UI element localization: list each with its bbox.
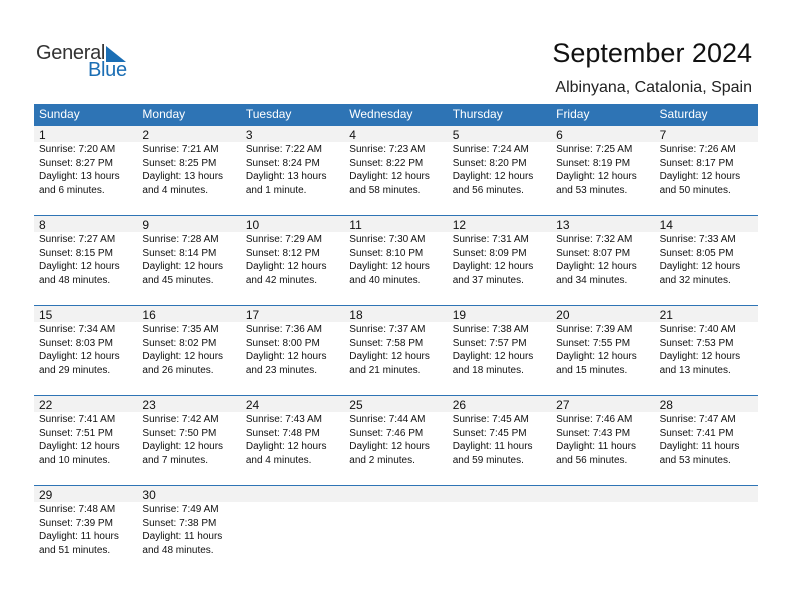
daylight-text: and 45 minutes. — [142, 274, 214, 286]
weekday-header: Sunday — [39, 107, 80, 121]
day-cell — [448, 395, 551, 475]
day-number: 27 — [556, 398, 570, 412]
daylight-text: and 2 minutes. — [349, 454, 415, 466]
sunset-text: Sunset: 8:17 PM — [659, 157, 734, 169]
daylight-text: and 18 minutes. — [452, 364, 524, 376]
week-row — [34, 395, 758, 475]
daylight-text: and 42 minutes. — [245, 274, 318, 286]
week-row — [34, 485, 758, 565]
daylight-text: and 26 minutes. — [142, 364, 214, 376]
sunset-text: Sunset: 7:41 PM — [659, 427, 734, 439]
sunset-text: Sunset: 8:14 PM — [142, 247, 217, 259]
sunset-text: Sunset: 7:50 PM — [142, 427, 217, 439]
sunset-text: Sunset: 8:02 PM — [142, 337, 217, 349]
day-number: 10 — [245, 218, 260, 232]
day-cell — [137, 305, 240, 385]
sunrise-text: Sunrise: 7:25 AM — [556, 144, 633, 155]
sunset-text: Sunset: 8:09 PM — [452, 247, 527, 259]
sun-times — [556, 233, 637, 287]
sunrise-text: Sunrise: 7:45 AM — [452, 414, 529, 425]
daylight-text: Daylight: 11 hours — [452, 441, 533, 452]
sun-times — [453, 233, 534, 287]
weekday-header: Thursday — [452, 107, 503, 121]
sunrise-text: Sunrise: 7:34 AM — [39, 324, 116, 335]
daylight-text: Daylight: 12 hours — [659, 261, 741, 272]
sun-times — [349, 143, 430, 197]
sun-times — [556, 323, 637, 377]
sun-times — [142, 413, 223, 467]
sunrise-text: Sunrise: 7:46 AM — [556, 414, 633, 425]
daylight-text: and 37 minutes. — [452, 274, 524, 286]
weekday-header: Saturday — [659, 107, 708, 121]
weekday-header: Friday — [556, 107, 590, 121]
sun-times — [556, 413, 636, 467]
logo — [36, 42, 146, 82]
day-number: 9 — [142, 218, 150, 232]
sun-times — [556, 143, 637, 197]
sunrise-text: Sunrise: 7:26 AM — [659, 144, 736, 155]
day-number: 15 — [39, 308, 53, 322]
day-number: 16 — [142, 308, 156, 322]
sun-times — [142, 323, 223, 377]
day-cell — [34, 485, 137, 565]
sunset-text: Sunset: 8:07 PM — [556, 247, 631, 259]
sun-times — [39, 503, 119, 557]
weekday-header: Tuesday — [245, 107, 292, 121]
daylight-text: Daylight: 12 hours — [349, 441, 430, 452]
sunset-text: Sunset: 8:03 PM — [39, 337, 113, 349]
location-subtitle: Albinyana, Catalonia, Spain — [555, 79, 752, 96]
sunrise-text: Sunrise: 7:39 AM — [556, 324, 633, 335]
sunset-text: Sunset: 8:15 PM — [39, 247, 113, 259]
daylight-text: and 10 minutes. — [39, 454, 111, 466]
sunset-text: Sunset: 7:55 PM — [556, 337, 631, 349]
sunset-text: Sunset: 7:46 PM — [349, 427, 424, 439]
sun-times — [453, 323, 534, 377]
day-cell — [137, 485, 240, 565]
day-number: 26 — [452, 398, 467, 412]
sunset-text: Sunset: 7:48 PM — [245, 427, 320, 439]
sunset-text: Sunset: 7:39 PM — [39, 517, 113, 529]
day-cell — [551, 215, 654, 295]
sunset-text: Sunset: 7:57 PM — [452, 337, 527, 349]
day-number: 14 — [659, 218, 673, 232]
daylight-text: and 53 minutes. — [659, 454, 731, 466]
day-cell — [34, 125, 137, 205]
sunset-text: Sunset: 7:45 PM — [452, 427, 527, 439]
day-number: 1 — [39, 128, 46, 142]
logo-text-blue: Blue — [88, 59, 127, 81]
sunrise-text: Sunrise: 7:31 AM — [452, 234, 529, 245]
daylight-text: Daylight: 12 hours — [245, 351, 327, 362]
daylight-text: Daylight: 12 hours — [452, 351, 534, 362]
sun-times — [39, 143, 120, 197]
day-cell — [344, 125, 447, 205]
day-number: 11 — [349, 218, 362, 232]
sunrise-text: Sunrise: 7:49 AM — [142, 504, 219, 515]
sunrise-text: Sunrise: 7:35 AM — [142, 324, 219, 335]
daylight-text: and 4 minutes. — [142, 184, 209, 196]
day-cell — [137, 395, 240, 475]
sunset-text: Sunset: 7:53 PM — [659, 337, 734, 349]
day-cell — [551, 305, 654, 385]
day-cell — [137, 125, 240, 205]
sunrise-text: Sunrise: 7:28 AM — [142, 234, 219, 245]
sunset-text: Sunset: 8:05 PM — [659, 247, 734, 259]
day-cell — [241, 215, 344, 295]
daylight-text: and 48 minutes. — [142, 544, 214, 556]
sunrise-text: Sunrise: 7:22 AM — [245, 144, 322, 155]
sunrise-text: Sunrise: 7:38 AM — [452, 324, 529, 335]
sunset-text: Sunset: 8:27 PM — [39, 157, 113, 169]
daylight-text: Daylight: 12 hours — [659, 171, 741, 182]
sunrise-text: Sunrise: 7:43 AM — [245, 414, 322, 425]
weekday-header: Wednesday — [349, 107, 413, 121]
day-cell — [34, 305, 137, 385]
day-number: 3 — [245, 128, 253, 142]
sunset-text: Sunset: 8:00 PM — [245, 337, 320, 349]
sunset-text: Sunset: 8:25 PM — [142, 157, 217, 169]
day-number: 2 — [142, 128, 150, 142]
sun-times — [660, 413, 740, 467]
daylight-text: Daylight: 11 hours — [556, 441, 636, 452]
day-cell — [344, 215, 447, 295]
daylight-text: and 58 minutes. — [349, 184, 421, 196]
daylight-text: Daylight: 12 hours — [349, 171, 430, 182]
daylight-text: and 1 minute. — [245, 184, 307, 196]
sun-times — [453, 413, 533, 467]
week-row — [34, 125, 758, 205]
day-number: 28 — [659, 398, 673, 412]
daylight-text: and 56 minutes. — [452, 184, 524, 196]
day-cell — [655, 395, 758, 475]
day-number: 25 — [349, 398, 363, 412]
sunrise-text: Sunrise: 7:32 AM — [556, 234, 633, 245]
sunset-text: Sunset: 8:10 PM — [349, 247, 424, 259]
sunrise-text: Sunrise: 7:33 AM — [659, 234, 736, 245]
day-number: 7 — [659, 128, 667, 142]
sun-times — [349, 233, 430, 287]
day-number: 4 — [349, 128, 356, 142]
daylight-text: Daylight: 12 hours — [142, 351, 224, 362]
day-number: 21 — [659, 308, 673, 322]
day-number: 20 — [556, 308, 570, 322]
sun-times — [349, 323, 430, 377]
sun-times — [246, 323, 327, 377]
daylight-text: Daylight: 12 hours — [245, 261, 327, 272]
sunrise-text: Sunrise: 7:20 AM — [39, 144, 116, 155]
daylight-text: and 23 minutes. — [245, 364, 318, 376]
daylight-text: Daylight: 12 hours — [556, 351, 637, 362]
day-number: 13 — [556, 218, 570, 232]
daylight-text: Daylight: 11 hours — [659, 441, 740, 452]
sun-times — [246, 233, 327, 287]
sun-times — [246, 143, 327, 197]
sunrise-text: Sunrise: 7:23 AM — [349, 144, 426, 155]
weekday-header-row — [34, 104, 758, 125]
day-cell — [137, 215, 240, 295]
day-number: 19 — [452, 308, 467, 322]
daylight-text: Daylight: 12 hours — [245, 441, 327, 452]
daylight-text: Daylight: 12 hours — [349, 261, 430, 272]
day-cell — [655, 125, 758, 205]
sunrise-text: Sunrise: 7:47 AM — [659, 414, 736, 425]
day-number: 30 — [142, 488, 156, 502]
daylight-text: Daylight: 11 hours — [142, 531, 223, 542]
day-cell — [448, 125, 551, 205]
sun-times — [39, 413, 120, 467]
day-cell — [241, 305, 344, 385]
sunrise-text: Sunrise: 7:41 AM — [39, 414, 116, 425]
sunrise-text: Sunrise: 7:42 AM — [142, 414, 219, 425]
day-number: 18 — [349, 308, 363, 322]
day-number: 6 — [556, 128, 563, 142]
daylight-text: Daylight: 13 hours — [142, 171, 224, 182]
daylight-text: and 40 minutes. — [349, 274, 421, 286]
daylight-text: Daylight: 13 hours — [39, 171, 120, 182]
daylight-text: Daylight: 12 hours — [659, 351, 741, 362]
daylight-text: and 7 minutes. — [142, 454, 209, 466]
day-number: 29 — [39, 488, 53, 502]
daylight-text: Daylight: 12 hours — [556, 171, 637, 182]
sunrise-text: Sunrise: 7:37 AM — [349, 324, 426, 335]
day-cell — [655, 215, 758, 295]
day-cell — [551, 125, 654, 205]
day-cell — [344, 305, 447, 385]
sun-times — [660, 323, 741, 377]
day-cell — [655, 305, 758, 385]
daylight-text: and 51 minutes. — [39, 544, 111, 556]
sunset-text: Sunset: 7:51 PM — [39, 427, 113, 439]
sunset-text: Sunset: 8:12 PM — [245, 247, 320, 259]
sunrise-text: Sunrise: 7:24 AM — [452, 144, 529, 155]
daylight-text: Daylight: 12 hours — [452, 261, 534, 272]
day-number: 12 — [452, 218, 467, 232]
day-number: 24 — [245, 398, 260, 412]
sunset-text: Sunset: 7:58 PM — [349, 337, 424, 349]
daylight-text: and 29 minutes. — [39, 364, 111, 376]
daylight-text: Daylight: 12 hours — [39, 441, 120, 452]
sunset-text: Sunset: 8:22 PM — [349, 157, 424, 169]
sun-times — [39, 233, 120, 287]
daylight-text: Daylight: 12 hours — [556, 261, 637, 272]
sunset-text: Sunset: 7:38 PM — [142, 517, 217, 529]
daylight-text: Daylight: 12 hours — [349, 351, 430, 362]
daylight-text: and 6 minutes. — [39, 184, 105, 196]
day-cell — [448, 305, 551, 385]
sunrise-text: Sunrise: 7:27 AM — [39, 234, 116, 245]
daylight-text: and 34 minutes. — [556, 274, 628, 286]
daylight-text: Daylight: 12 hours — [39, 351, 120, 362]
daylight-text: Daylight: 12 hours — [142, 441, 224, 452]
sunrise-text: Sunrise: 7:48 AM — [39, 504, 116, 515]
sun-times — [39, 323, 120, 377]
sunrise-text: Sunrise: 7:29 AM — [245, 234, 322, 245]
day-number: 22 — [39, 398, 53, 412]
sunrise-text: Sunrise: 7:40 AM — [659, 324, 736, 335]
day-cell — [241, 395, 344, 475]
sun-times — [142, 143, 223, 197]
sun-times — [453, 143, 534, 197]
daylight-text: Daylight: 12 hours — [39, 261, 120, 272]
day-cell — [241, 125, 344, 205]
daylight-text: Daylight: 13 hours — [245, 171, 327, 182]
day-number: 8 — [39, 218, 46, 232]
daylight-text: and 59 minutes. — [452, 454, 524, 466]
sunset-text: Sunset: 8:19 PM — [556, 157, 631, 169]
daylight-text: Daylight: 12 hours — [142, 261, 224, 272]
day-cell — [448, 215, 551, 295]
daylight-text: and 48 minutes. — [39, 274, 111, 286]
daylight-text: Daylight: 12 hours — [452, 171, 534, 182]
day-cell — [34, 395, 137, 475]
daylight-text: Daylight: 11 hours — [39, 531, 119, 542]
daylight-text: and 15 minutes. — [556, 364, 628, 376]
sun-times — [142, 503, 222, 557]
daylight-text: and 56 minutes. — [556, 454, 628, 466]
sunrise-text: Sunrise: 7:44 AM — [349, 414, 426, 425]
day-cell — [551, 395, 654, 475]
sunrise-text: Sunrise: 7:30 AM — [349, 234, 426, 245]
logo-text-general: General — [36, 42, 106, 64]
sunrise-text: Sunrise: 7:36 AM — [245, 324, 322, 335]
daylight-text: and 50 minutes. — [659, 184, 731, 196]
sunrise-text: Sunrise: 7:21 AM — [142, 144, 219, 155]
sun-times — [349, 413, 430, 467]
sunset-text: Sunset: 8:20 PM — [452, 157, 527, 169]
daylight-text: and 21 minutes. — [349, 364, 421, 376]
sun-times — [660, 143, 741, 197]
daylight-text: and 4 minutes. — [245, 454, 312, 466]
day-number: 17 — [245, 308, 260, 322]
sunset-text: Sunset: 7:43 PM — [556, 427, 631, 439]
weekday-header: Monday — [142, 107, 186, 121]
page-title: September 2024 — [552, 38, 752, 68]
sunset-text: Sunset: 8:24 PM — [245, 157, 320, 169]
day-cell — [34, 215, 137, 295]
daylight-text: and 32 minutes. — [659, 274, 731, 286]
daylight-text: and 53 minutes. — [556, 184, 628, 196]
sun-times — [142, 233, 223, 287]
day-number: 23 — [142, 398, 156, 412]
daylight-text: and 13 minutes. — [659, 364, 731, 376]
week-row — [34, 305, 758, 385]
sun-times — [246, 413, 327, 467]
day-number: 5 — [452, 128, 460, 142]
day-cell — [344, 395, 447, 475]
week-row — [34, 215, 758, 295]
sun-times — [660, 233, 741, 287]
